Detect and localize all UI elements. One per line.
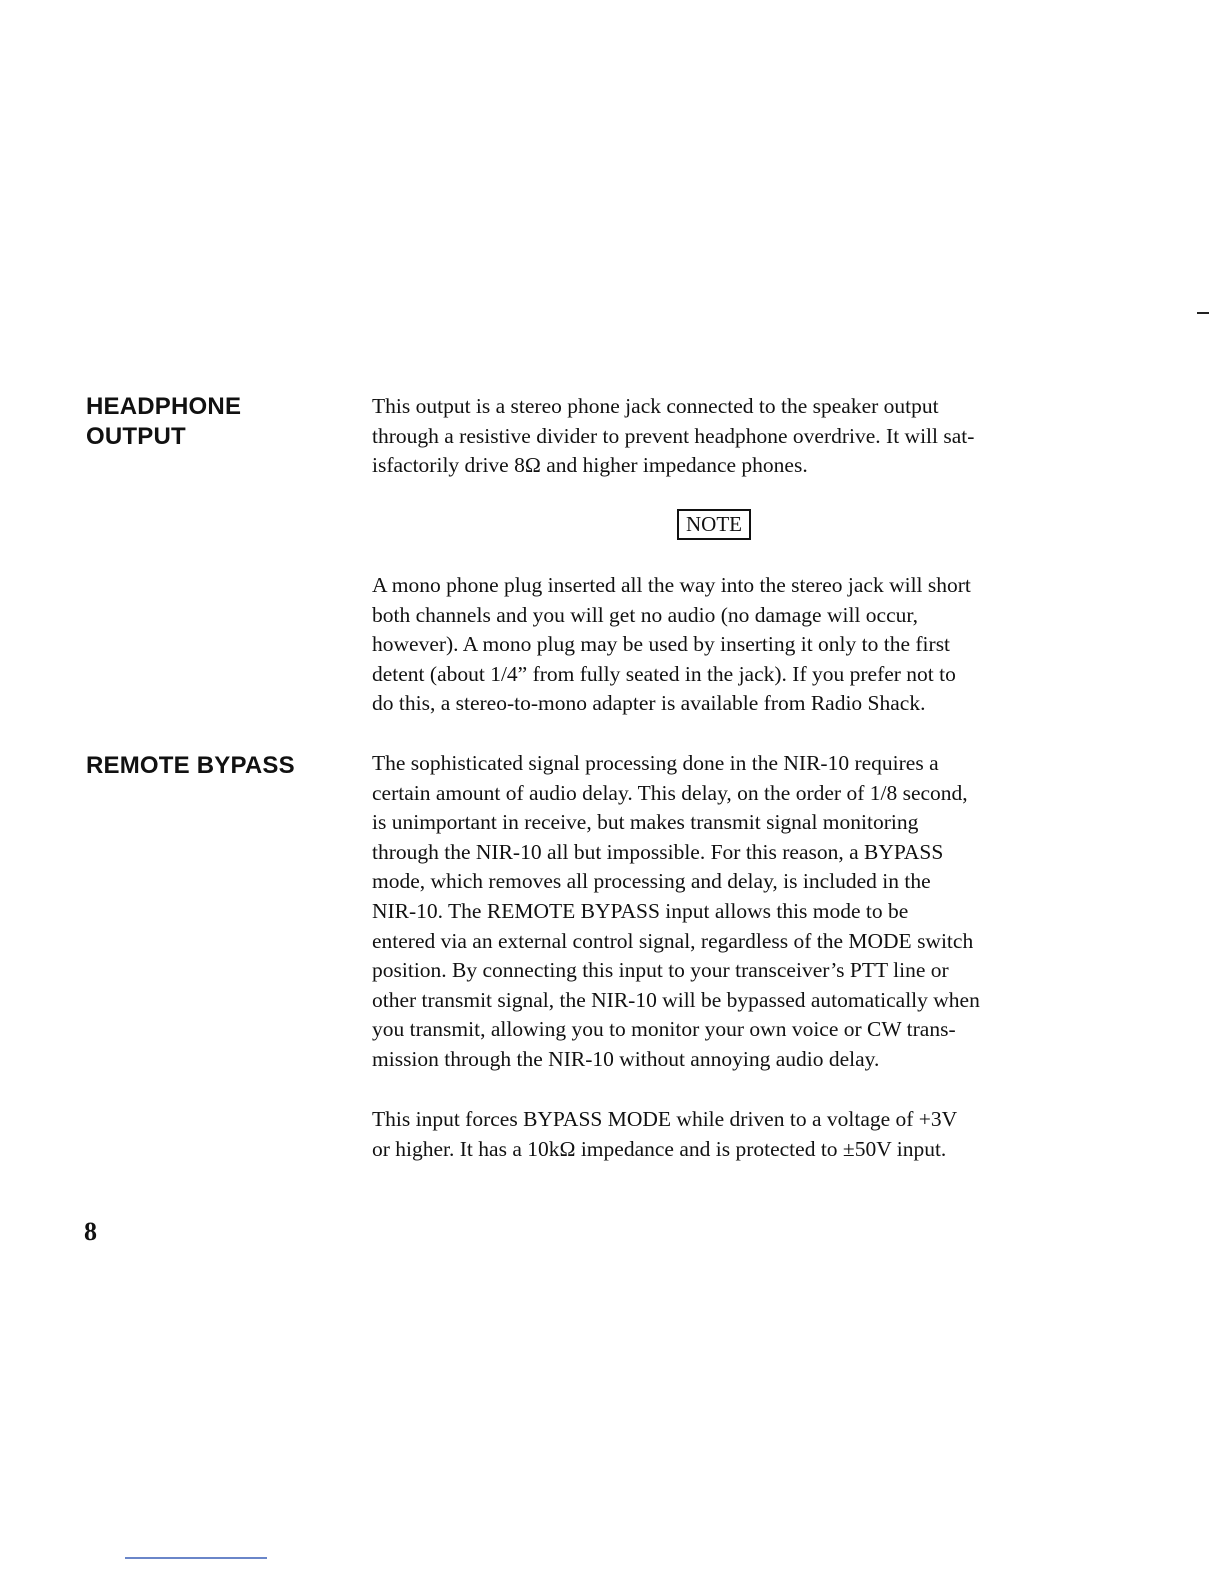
heading-line: OUTPUT — [86, 423, 186, 450]
footer-rule — [125, 1557, 267, 1559]
text-line: certain amount of audio delay. This delay, on the order of 1/8 second, — [372, 780, 968, 805]
heading-line: REMOTE BYPASS — [86, 752, 295, 779]
text-line: other transmit signal, the NIR-10 will be bypassed automatically when — [372, 987, 980, 1012]
text-line: do this, a stereo-to-mono adapter is available from Radio Shack. — [372, 691, 926, 716]
text-line: entered via an external control signal, regardless of the MODE switch — [372, 928, 974, 953]
text-line: however). A mono plug may be used by inserting it only to the first — [372, 632, 951, 657]
remote-bypass-paragraph-1 — [372, 749, 1072, 1075]
text-line: isfactorily drive 8Ω and higher impedance phones. — [372, 453, 808, 478]
heading-line: HEADPHONE — [86, 393, 242, 420]
text-line: detent (about 1/4” from fully seated in the jack). If you prefer not to — [372, 661, 956, 686]
text-line: mode, which removes all processing and delay, is included in the — [372, 869, 931, 894]
section-heading-remote-bypass — [86, 751, 295, 781]
text-line: both channels and you will get no audio (no damage will occur, — [372, 602, 919, 627]
text-line: A mono phone plug inserted all the way into the stereo jack will short — [372, 573, 971, 597]
text-line: The sophisticated signal processing done in the NIR-10 requires a — [372, 751, 939, 775]
text-line: is unimportant in receive, but makes transmit signal monitoring — [372, 810, 919, 835]
page-number: 8 — [84, 1217, 97, 1246]
text-line: This input forces BYPASS MODE while driven to a voltage of +3V — [372, 1107, 958, 1131]
text-line: through the NIR-10 all but impossible. For this reason, a BYPASS — [372, 839, 944, 864]
remote-bypass-paragraph-2 — [372, 1105, 1072, 1164]
note-paragraph — [372, 571, 1072, 719]
headphone-output-paragraph — [372, 392, 1072, 481]
section-heading-headphone-output — [86, 392, 241, 452]
text-line: you transmit, allowing you to monitor your own voice or CW trans- — [372, 1017, 956, 1042]
text-line: through a resistive divider to prevent headphone overdrive. It will sat- — [372, 423, 975, 448]
text-line: or higher. It has a 10kΩ impedance and is protected to ±50V input. — [372, 1136, 947, 1161]
text-line: position. By connecting this input to your transceiver’s PTT line or — [372, 958, 949, 983]
text-line: mission through the NIR-10 without annoying audio delay. — [372, 1046, 880, 1071]
scan-edge-mark — [1197, 312, 1209, 314]
text-line: NIR-10. The REMOTE BYPASS input allows this mode to be — [372, 898, 909, 923]
text-line: This output is a stereo phone jack connected to the speaker output — [372, 394, 939, 418]
note-label-box: NOTE — [677, 509, 751, 540]
